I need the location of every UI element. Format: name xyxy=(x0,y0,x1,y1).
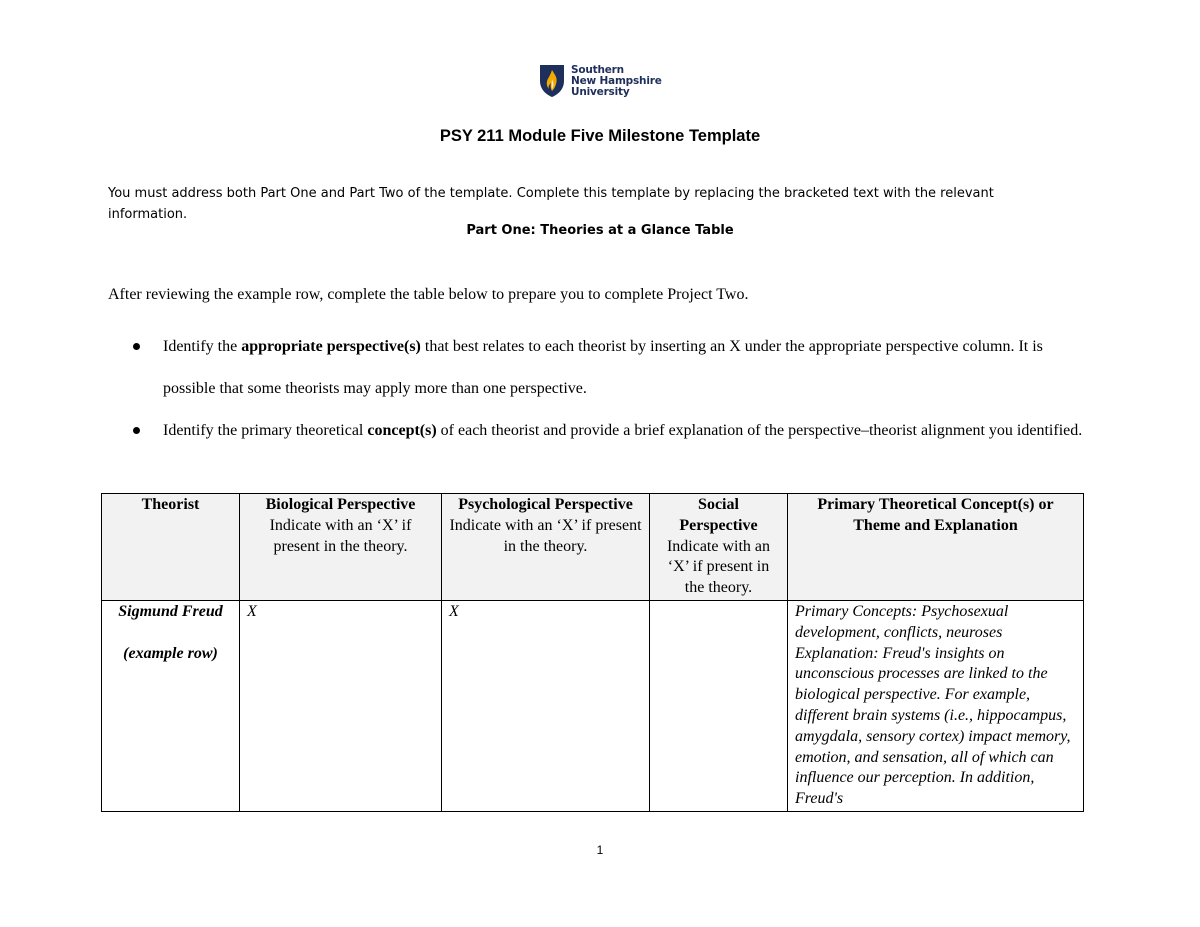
header-theorist xyxy=(102,494,240,601)
header-biological-sub: Indicate with an ‘X’ if present in the theory. xyxy=(269,516,412,555)
cell-psychological[interactable]: X xyxy=(442,600,650,811)
header-social-sub: Indicate with an ‘X’ if present in the theory. xyxy=(666,537,771,597)
header-social xyxy=(650,494,788,601)
cell-theorist xyxy=(102,600,240,811)
university-logo xyxy=(539,64,662,98)
bullet-dot-icon xyxy=(133,427,140,434)
page-number: 1 xyxy=(596,843,604,857)
logo-line-1: Southern xyxy=(571,64,624,76)
concept-explanation: Explanation: Freud's insights on unconscious processes are linked to the biological perspective. For example, different brain systems (i.e., hippocampus, amygdala, sensory cortex) impact memory, emotion, and sensation, all of which can influence our perception. In addition, Freud's xyxy=(795,644,1071,808)
intro-paragraph: After reviewing the example row, complete the table below to prepare you to complete Project Two. xyxy=(108,286,749,303)
logo-wordmark xyxy=(571,65,662,98)
bullet-list xyxy=(108,326,1088,452)
logo-line-2: New Hampshire xyxy=(571,75,662,87)
header-psychological xyxy=(442,494,650,601)
example-row-note: (example row) xyxy=(123,644,218,662)
theories-table xyxy=(101,493,1084,812)
table-row xyxy=(102,600,1084,811)
table-header-row xyxy=(102,494,1084,601)
header-social-title: Social Perspective xyxy=(679,496,758,534)
document-title: PSY 211 Module Five Milestone Template xyxy=(439,127,761,145)
bullet-text-bold: concept(s) xyxy=(367,422,437,439)
header-psychological-title: Psychological Perspective xyxy=(458,496,633,513)
bullet-text-after: of each theorist and provide a brief explanation of the perspective–theorist alignment you identified. xyxy=(436,422,1083,439)
cell-social[interactable] xyxy=(650,600,788,811)
header-theorist-title: Theorist xyxy=(141,496,200,513)
bullet-text-bold: appropriate perspective(s) xyxy=(241,338,421,355)
theorist-name: Sigmund Freud xyxy=(118,602,223,620)
bullet-text-after: that best relates to each theorist by inserting an X under the appropriate perspective column. It is possible that some theorists may apply more than one perspective. xyxy=(163,338,1043,397)
instructions-text: You must address both Part One and Part Two of the template. Complete this template by replacing the bracketed text with the relevant information. xyxy=(108,186,994,222)
header-concept xyxy=(788,494,1084,601)
header-biological-title: Biological Perspective xyxy=(265,496,416,513)
shield-flame-icon xyxy=(539,64,565,98)
bullet-text-before: Identify the primary theoretical xyxy=(163,422,368,439)
bullet-item xyxy=(108,326,1088,410)
header-biological xyxy=(240,494,442,601)
part-one-heading: Part One: Theories at a Glance Table xyxy=(466,223,734,238)
logo-line-3: University xyxy=(571,86,630,98)
header-psychological-sub: Indicate with an ‘X’ if present in the theory. xyxy=(449,516,642,555)
concept-primary: Primary Concepts: Psychosexual development, conflicts, neuroses xyxy=(795,602,1009,641)
bullet-text-before: Identify the xyxy=(163,338,242,355)
bullet-dot-icon xyxy=(133,343,140,350)
header-concept-title: Primary Theoretical Concept(s) or Theme and Explanation xyxy=(817,496,1054,534)
cell-biological[interactable]: X xyxy=(240,600,442,811)
cell-concept[interactable] xyxy=(788,600,1084,811)
bullet-item xyxy=(108,410,1088,452)
